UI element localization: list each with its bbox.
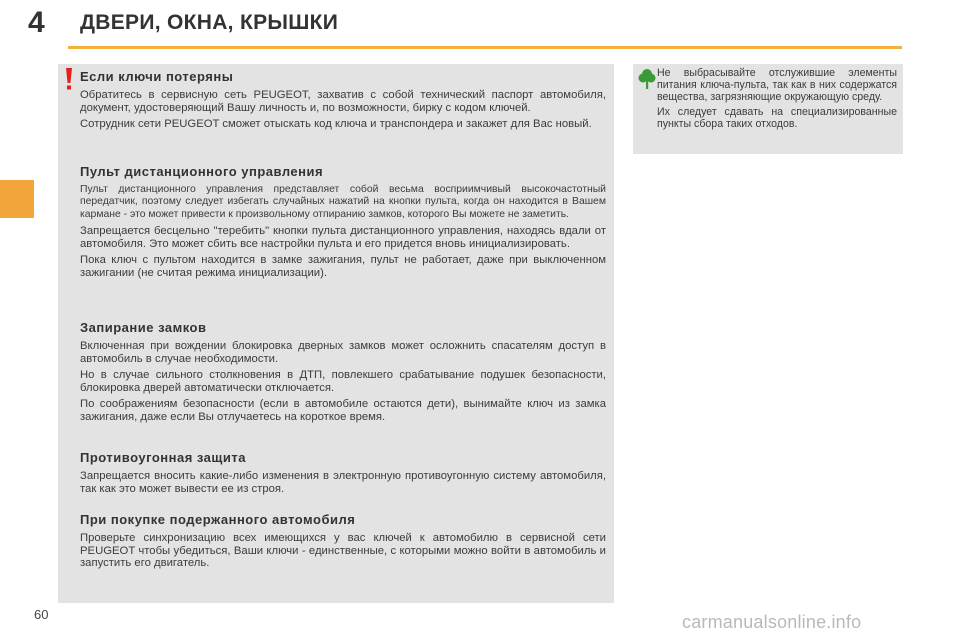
paragraph: Пока ключ с пультом находится в замке зажигания, пульт не работает, даже при выключенном зажигании (не считая режима инициализации).: [80, 254, 606, 279]
paragraph: Пульт дистанционного управления представляет собой весьма восприимчивый высокочастотный передатчик, поэтому следует избегать случайных нажатий на кнопки пульта, когда он находится в Вашем кармане - это может привести к произвольному отпиранию замков, которого Вы можете не заметить.: [80, 184, 606, 220]
section-antitheft: [80, 450, 606, 499]
chapter-number: 4: [28, 6, 45, 39]
paragraph: Проверьте синхронизацию всех имеющихся у вас ключей к автомобилю в сервисной сети PEUGEOT чтобы убедиться, Ваши ключи - единственные, с которыми можно войти в автомобиль и запустить его двигатель.: [80, 532, 606, 570]
paragraph: Обратитесь в сервисную сеть PEUGEOT, захватив с собой технический паспорт автомобиля, документ, удостоверяющий Вашу личность и, по возможности, бирку с кодом ключей.: [80, 89, 606, 114]
paragraph: По соображениям безопасности (если в автомобиле остаются дети), вынимайте ключ из замка зажигания, даже если Вы отлучаетесь на короткое время.: [80, 398, 606, 423]
watermark: carmanualsonline.info: [682, 612, 862, 632]
section-lost-keys: [80, 69, 606, 135]
chapter-side-tab: [0, 180, 34, 218]
section-title: Если ключи потеряны: [80, 69, 234, 84]
warning-exclamation-icon: [63, 67, 75, 91]
chapter-title: ДВЕРИ, ОКНА, КРЫШКИ: [80, 11, 339, 34]
paragraph: Включенная при вождении блокировка дверных замков может осложнить спасателям доступ в автомобиль в случае необходимости.: [80, 340, 606, 365]
tree-icon: [638, 68, 656, 90]
eco-note-text: [657, 68, 897, 135]
section-locking: [80, 320, 606, 428]
paragraph: Их следует сдавать на специализированные пункты сбора таких отходов.: [657, 106, 897, 131]
paragraph: Сотрудник сети PEUGEOT сможет отыскать код ключа и транспондера и закажет для Вас новый.: [80, 118, 592, 131]
warning-panel: [58, 64, 614, 603]
paragraph: Запрещается вносить какие-либо изменения в электронную противоугонную систему автомобиля, так как это может вывести ее из строя.: [80, 470, 606, 495]
paragraph: Но в случае сильного столкновения в ДТП, повлекшего срабатывание подушек безопасности, блокировка дверей автоматически отключается.: [80, 369, 606, 394]
page-number: 60: [34, 607, 49, 622]
section-title: Запирание замков: [80, 320, 207, 335]
section-remote-control: [80, 164, 606, 284]
section-title: При покупке подержанного автомобиля: [80, 512, 356, 527]
section-title: Противоугонная защита: [80, 450, 246, 465]
section-title: Пульт дистанционного управления: [80, 164, 324, 179]
paragraph: Не выбрасывайте отслужившие элементы питания ключа-пульта, так как в них содержатся вещества, загрязняющие окружающую среду.: [657, 67, 897, 103]
section-used-car: [80, 512, 606, 574]
eco-note-panel: [633, 64, 903, 154]
header-rule: [68, 46, 902, 49]
paragraph: Запрещается бесцельно "теребить" кнопки пульта дистанционного управления, находясь вдали от автомобиля. Это может сбить все настройки пульта и его придется вновь инициализировать.: [80, 225, 606, 250]
